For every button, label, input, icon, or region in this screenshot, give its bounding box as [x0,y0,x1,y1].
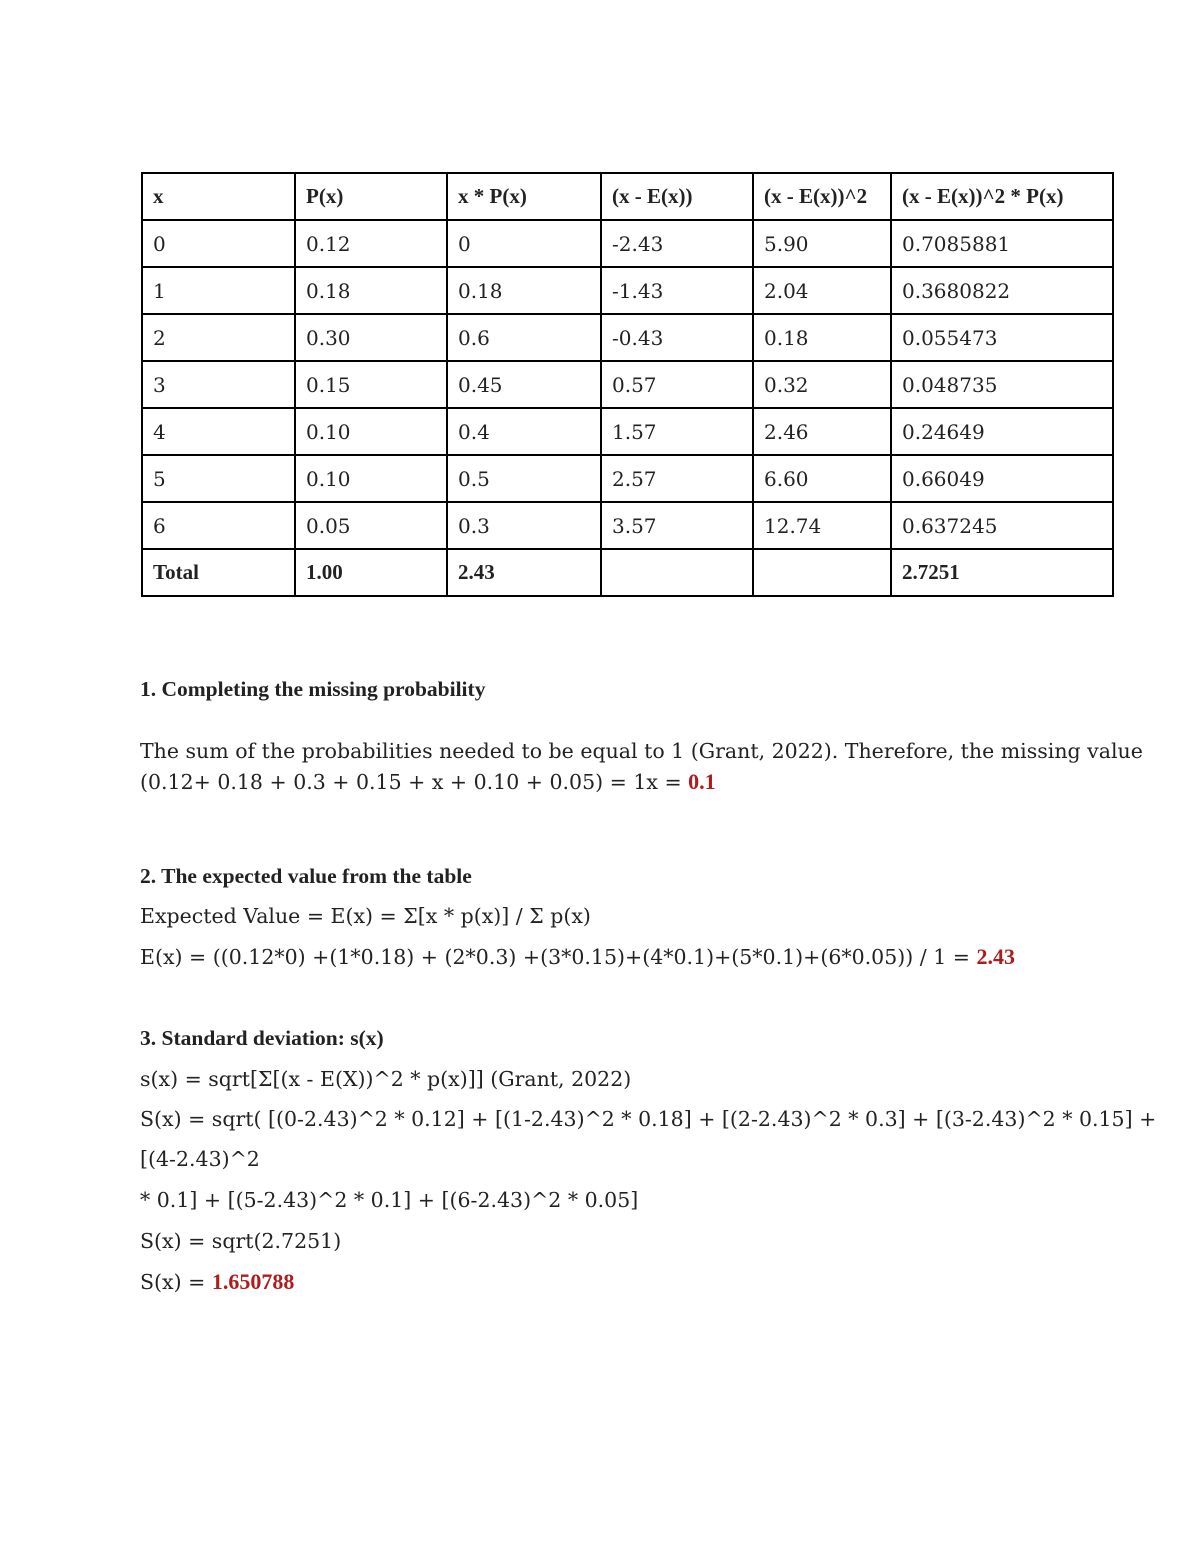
table-cell: 3.57 [601,502,753,549]
table-cell: 0.05 [295,502,447,549]
header-x-times-px: x * P(x) [447,173,601,220]
table-cell: 0.18 [295,267,447,314]
table-cell: 0.15 [295,361,447,408]
std-dev-expansion-line2: [(4-2.43)^2 [140,1147,260,1171]
std-dev-sqrt: S(x) = sqrt(2.7251) [140,1229,342,1253]
table-cell: 0.637245 [891,502,1113,549]
table-cell: 2.04 [753,267,891,314]
expected-value-calculation-text: E(x) = ((0.12*0) +(1*0.18) + (2*0.3) +(3*0.15)+(4*0.1)+(5*0.1)+(6*0.05)) / 1 = [140,945,977,969]
table-cell: 0.7085881 [891,220,1113,267]
table-row [142,267,1113,314]
table-row [142,314,1113,361]
std-dev-answer: 1.650788 [211,1269,295,1294]
table-cell: 6.60 [753,455,891,502]
table-cell: 0.24649 [891,408,1113,455]
table-cell: 0.3 [447,502,601,549]
table-cell: 0.6 [447,314,601,361]
section1-equation [140,768,716,796]
std-dev-result [140,1268,294,1296]
table-cell: 0.57 [601,361,753,408]
std-dev-expansion-line1: S(x) = sqrt( [(0-2.43)^2 * 0.12] + [(1-2.43)^2 * 0.18] + [(2-2.43)^2 * 0.3] + [(3-2.43)^2 * 0.15] + [140,1107,1157,1131]
table-cell: 0.66049 [891,455,1113,502]
table-cell: 5 [142,455,295,502]
section3-heading: 3. Standard deviation: s(x) [140,1026,384,1050]
total-variance: 2.7251 [891,549,1113,596]
table-cell: 0.12 [295,220,447,267]
table-cell: 4 [142,408,295,455]
table-cell: 0.4 [447,408,601,455]
missing-probability-answer: 0.1 [688,769,716,794]
total-label: Total [142,549,295,596]
expected-value-formula: Expected Value = E(x) = Σ[x * p(x)] / Σ p(x) [140,904,591,928]
total-empty-cell [601,549,753,596]
table-row [142,361,1113,408]
section2-heading: 2. The expected value from the table [140,864,472,888]
table-cell: 6 [142,502,295,549]
table-row [142,455,1113,502]
section1-heading: 1. Completing the missing probability [140,677,486,701]
probability-table [141,172,1114,597]
total-expected-value: 2.43 [447,549,601,596]
table-cell: 1 [142,267,295,314]
table-cell: 0.32 [753,361,891,408]
table-row [142,502,1113,549]
table-cell: 1.57 [601,408,753,455]
std-dev-expansion-line3: * 0.1] + [(5-2.43)^2 * 0.1] + [(6-2.43)^2 * 0.05] [140,1188,639,1212]
expected-value-answer: 2.43 [976,944,1015,969]
header-px: P(x) [295,173,447,220]
std-dev-result-text: S(x) = [140,1270,212,1294]
table-cell: -2.43 [601,220,753,267]
table-total-row [142,549,1113,596]
table-cell: 0.055473 [891,314,1113,361]
table-cell: 0.18 [447,267,601,314]
section1-text: The sum of the probabilities needed to be equal to 1 (Grant, 2022). Therefore, the missing value [140,739,1143,763]
table-cell: 0.3680822 [891,267,1113,314]
header-deviation: (x - E(x)) [601,173,753,220]
total-empty-cell [753,549,891,596]
header-x: x [142,173,295,220]
table-cell: 2.46 [753,408,891,455]
table-cell: 0 [447,220,601,267]
table-cell: 3 [142,361,295,408]
table-cell: 0.30 [295,314,447,361]
table-cell: 0.5 [447,455,601,502]
header-deviation-squared: (x - E(x))^2 [753,173,891,220]
table-cell: 0.048735 [891,361,1113,408]
table-cell: 5.90 [753,220,891,267]
table-cell: 0.10 [295,455,447,502]
total-probability: 1.00 [295,549,447,596]
expected-value-calculation [140,943,1015,971]
table-cell: 0.45 [447,361,601,408]
table-cell: 2 [142,314,295,361]
table-row [142,220,1113,267]
table-cell: 0.10 [295,408,447,455]
table-cell: 2.57 [601,455,753,502]
section1-equation-text: (0.12+ 0.18 + 0.3 + 0.15 + x + 0.10 + 0.05) = 1x = [140,770,689,794]
table-header-row [142,173,1113,220]
table-cell: -0.43 [601,314,753,361]
std-dev-formula: s(x) = sqrt[Σ[(x - E(X))^2 * p(x)]] (Grant, 2022) [140,1067,632,1091]
table-cell: 12.74 [753,502,891,549]
table-cell: 0.18 [753,314,891,361]
table-row [142,408,1113,455]
header-weighted-squared-deviation: (x - E(x))^2 * P(x) [891,173,1113,220]
table-cell: 0 [142,220,295,267]
table-cell: -1.43 [601,267,753,314]
